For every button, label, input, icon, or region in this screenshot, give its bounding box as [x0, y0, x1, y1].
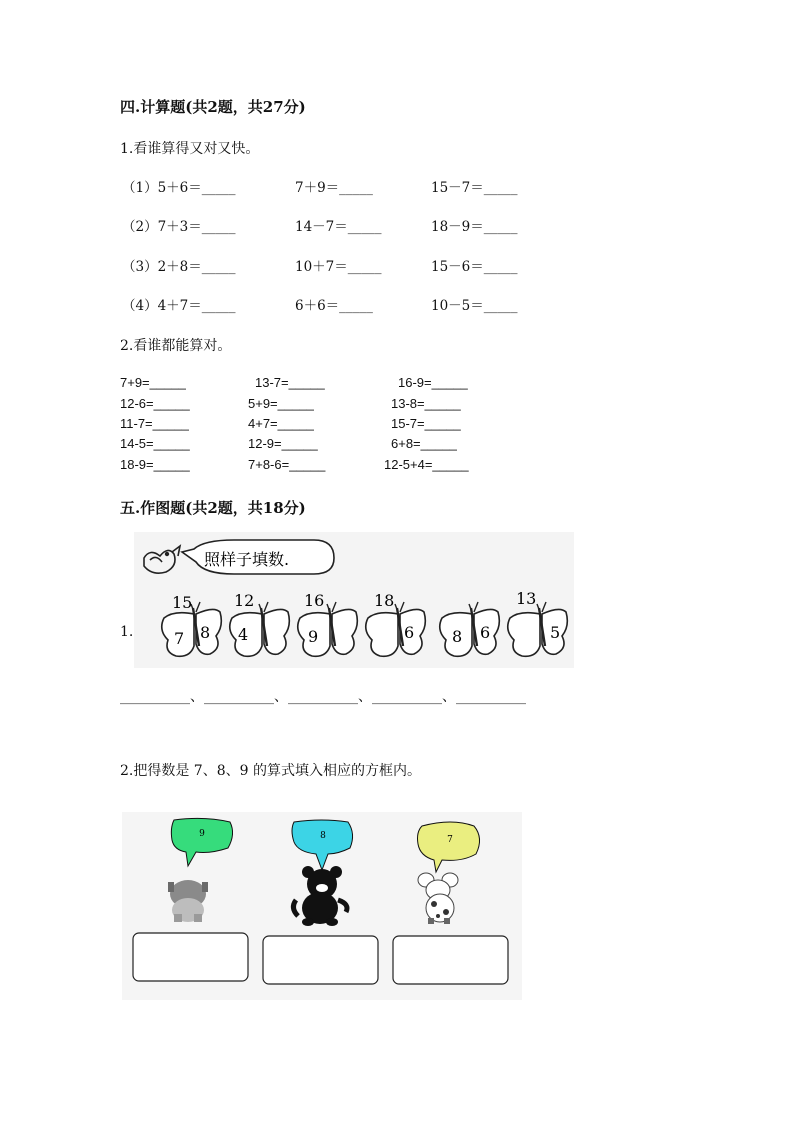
butterfly — [366, 591, 426, 656]
butterfly-top-number: 16 — [304, 591, 325, 610]
butterfly-left-number: 4 — [238, 625, 249, 644]
problem-cell: 16-9=_____ — [398, 375, 468, 390]
butterfly — [440, 602, 500, 656]
butterfly — [508, 589, 568, 656]
butterfly — [162, 593, 222, 656]
answer-box-7[interactable] — [393, 936, 508, 984]
mouse-icon — [418, 873, 458, 924]
bear-icon — [293, 866, 347, 926]
section-4-title: 四.计算题(共2题，共27分) — [120, 98, 306, 116]
problem-cell: 10＋7＝_____ — [295, 259, 382, 275]
speech-bubble-7 — [418, 822, 480, 872]
bubble-number: 9 — [199, 829, 205, 839]
animals-figure-drawing — [122, 812, 522, 1000]
butterfly-left-number: 8 — [452, 627, 463, 646]
giraffe-icon — [168, 880, 208, 922]
problem-cell: 4+7=_____ — [248, 416, 314, 431]
speech-bubble-8 — [292, 820, 353, 870]
problem-cell: （3）2＋8＝_____ — [122, 259, 236, 275]
problem-cell: 12-6=_____ — [120, 396, 190, 411]
problem-cell: （1）5＋6＝_____ — [122, 180, 236, 196]
problem-cell: （4）4＋7＝_____ — [122, 298, 236, 314]
butterfly-top-number: 18 — [374, 591, 395, 610]
butterfly — [230, 591, 290, 656]
animals-figure — [122, 812, 522, 1000]
problem-cell: 11-7=_____ — [120, 416, 189, 431]
answer-box-8[interactable] — [263, 936, 378, 984]
question-4-2-label: 2.看谁都能算对。 — [120, 338, 232, 354]
problem-cell: 18-9=_____ — [120, 457, 190, 472]
answer-box-9[interactable] — [133, 933, 248, 981]
butterfly-figure-drawing — [134, 532, 574, 668]
bubble-number: 7 — [447, 835, 453, 845]
question-5-2-label: 2.把得数是 7、8、9 的算式填入相应的方框内。 — [120, 763, 421, 779]
speech-text: 照样子填数. — [204, 550, 290, 569]
problem-cell: 13-7=_____ — [255, 375, 325, 390]
problem-cell: 6＋6＝_____ — [295, 298, 373, 314]
problem-cell: 15－7＝_____ — [431, 180, 518, 196]
problem-cell: 18－9＝_____ — [431, 219, 518, 235]
butterfly-right-number: 5 — [550, 623, 561, 642]
speech-bubble-9 — [171, 818, 232, 866]
problem-cell: 7+8-6=_____ — [248, 457, 326, 472]
problem-cell: 10－5＝_____ — [431, 298, 518, 314]
butterfly-left-number: 7 — [174, 629, 185, 648]
butterfly-right-number: 6 — [404, 623, 415, 642]
problem-cell: 13-8=_____ — [391, 396, 461, 411]
bird-icon — [144, 546, 180, 573]
butterfly-top-number: 15 — [172, 593, 193, 612]
problem-cell: 12-5+4=_____ — [384, 457, 469, 472]
butterfly-right-number: 6 — [480, 623, 491, 642]
butterfly-top-number: 12 — [234, 591, 255, 610]
section-5-title: 五.作图题(共2题，共18分) — [120, 499, 306, 517]
problem-cell: 7＋9＝_____ — [295, 180, 373, 196]
butterfly — [298, 591, 358, 656]
problem-cell: 6+8=_____ — [391, 436, 457, 451]
bubble-number: 8 — [320, 831, 326, 841]
problem-cell: 5+9=_____ — [248, 396, 314, 411]
problem-cell: 15-7=_____ — [391, 416, 461, 431]
butterfly-top-number: 13 — [516, 589, 537, 608]
answer-blanks: __________、__________、__________、__________、__________ — [120, 689, 526, 705]
problem-cell: （2）7＋3＝_____ — [122, 219, 236, 235]
problem-cell: 7+9=_____ — [120, 375, 186, 390]
problem-cell: 14-5=_____ — [120, 436, 190, 451]
butterfly-right-number: 8 — [200, 623, 211, 642]
problem-cell: 15－6＝_____ — [431, 259, 518, 275]
question-5-1-number: 1. — [120, 624, 134, 640]
butterfly-left-number: 9 — [308, 627, 319, 646]
butterfly-figure — [134, 532, 574, 668]
question-4-1-label: 1.看谁算得又对又快。 — [120, 141, 260, 157]
problem-cell: 12-9=_____ — [248, 436, 318, 451]
problem-cell: 14－7＝_____ — [295, 219, 382, 235]
